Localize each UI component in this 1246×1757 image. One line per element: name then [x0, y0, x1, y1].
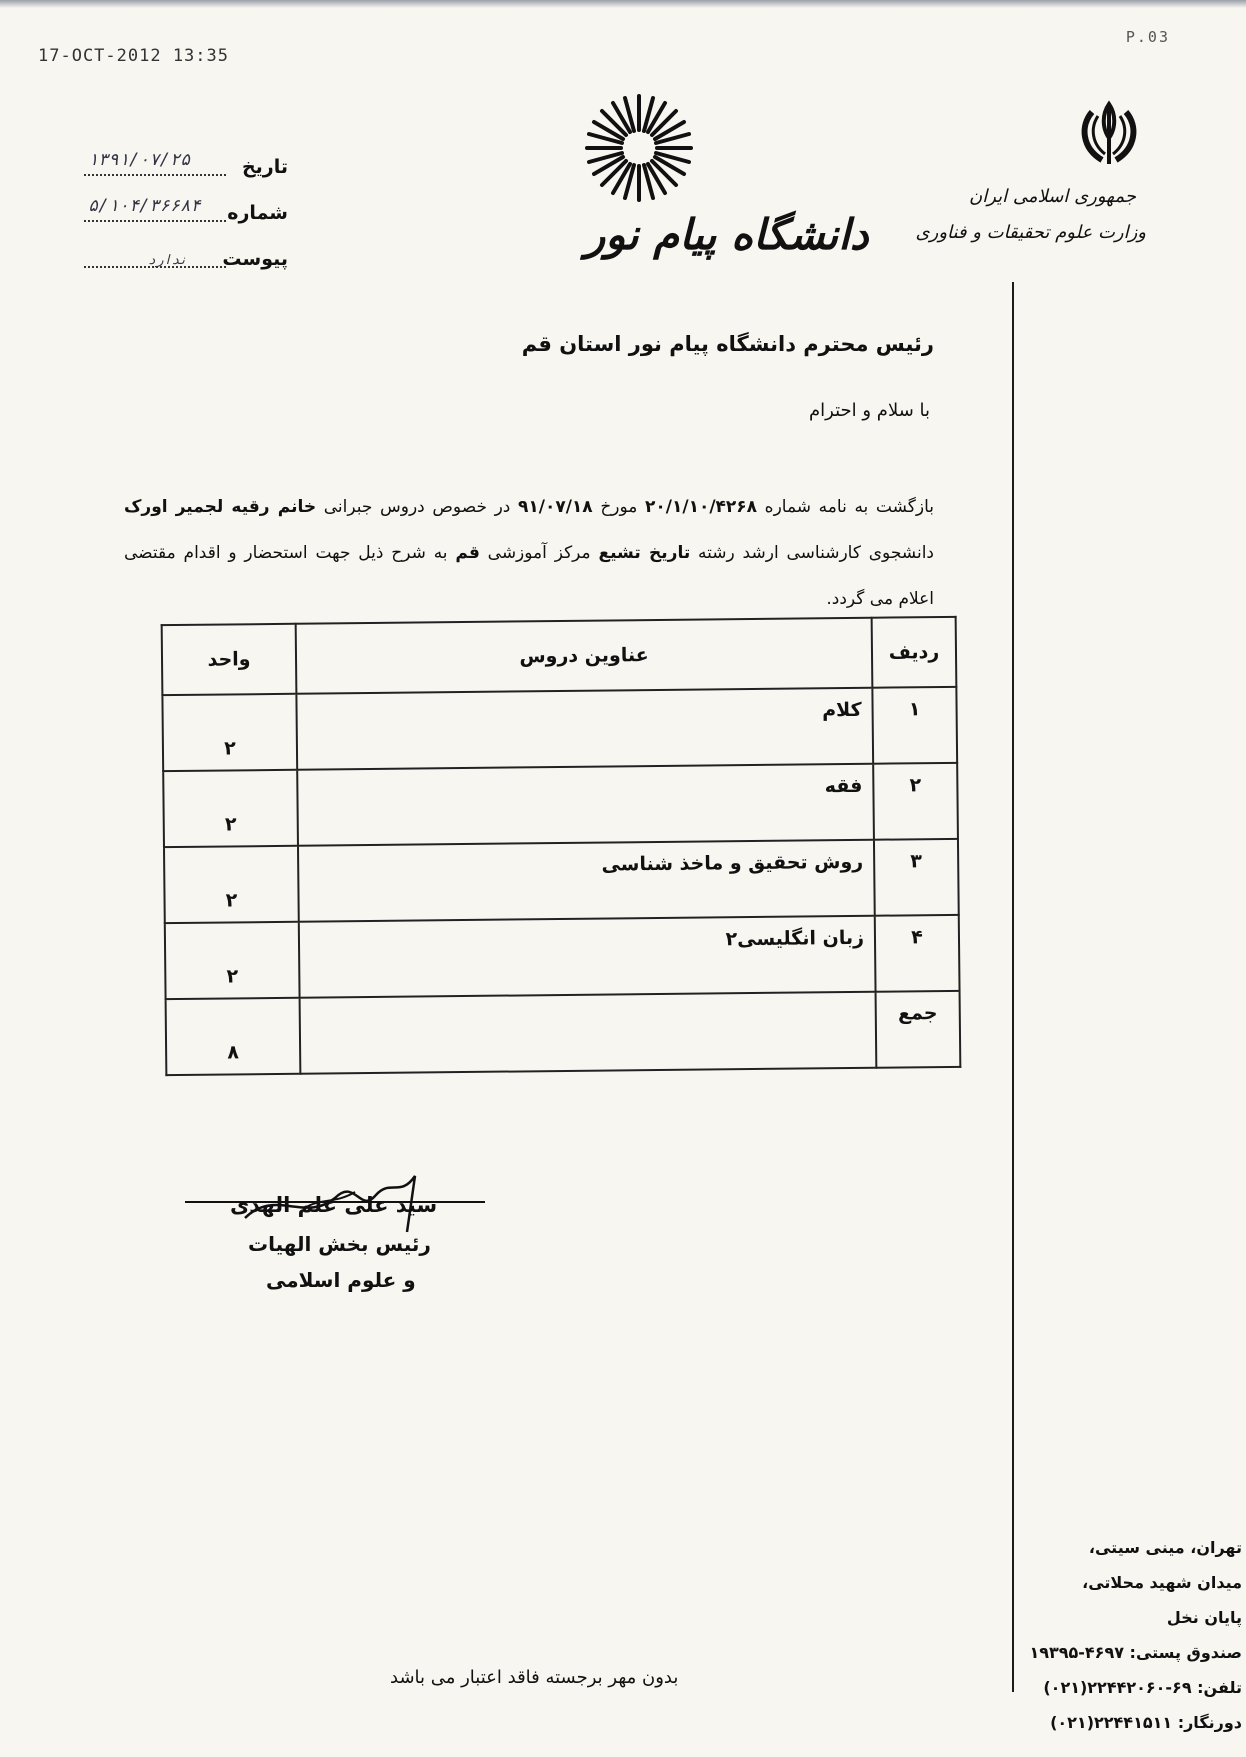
para-student-name: خانم رقیه لجمیر اورک [124, 497, 317, 517]
table-row [164, 839, 959, 923]
meta-attachment-dots [84, 266, 226, 268]
para-text-d: دانشجوی کارشناسی ارشد رشته [690, 543, 934, 563]
header-course-title: عناوین دروس [296, 618, 873, 694]
para-text-b: مورخ [592, 497, 646, 517]
meta-attachment-label: پیوست [222, 248, 288, 270]
para-field: تاریخ تشیع [598, 543, 691, 563]
para-text-f: به شرح ذیل جهت استحضار و اقدام مقتضی اعلام می گردد. [124, 543, 934, 609]
table-row [163, 763, 958, 847]
signatory-name: سید علی علم الهدی [230, 1193, 438, 1217]
total-empty-cell [300, 992, 877, 1074]
signatory-role-line2: و علوم اسلامی [266, 1268, 416, 1292]
fax-page-number: P.03 [1125, 28, 1170, 46]
university-logo-icon [583, 92, 695, 204]
meta-number-dots [84, 220, 226, 222]
meta-date-dots [84, 174, 226, 176]
letter-meta [78, 140, 288, 278]
course-units: ۲ [164, 846, 299, 923]
meta-number-label: شماره [227, 202, 288, 224]
iran-emblem-icon [1072, 98, 1146, 172]
footer-validity-note: بدون مهر برجسته فاقد اعتبار می باشد [390, 1667, 679, 1688]
row-number: ۲ [873, 763, 958, 840]
ministry-name-line1: جمهوری اسلامی ایران [969, 186, 1136, 207]
meta-date-row [78, 140, 288, 186]
para-text-c: در خصوص دروس جبرانی [316, 497, 518, 517]
meta-number-value: ۵/۱۰۴/۳۶۶۸۴ [88, 196, 201, 216]
signatory-role-line1: رئیس بخش الهیات [248, 1232, 431, 1256]
fax-timestamp: 17-OCT-2012 13:35 [38, 46, 229, 66]
total-units: ۸ [166, 998, 301, 1075]
ministry-name-line2: وزارت علوم تحقیقات و فناوری [915, 222, 1146, 243]
course-units: ۲ [162, 694, 297, 771]
para-ref-date: ۹۱/۰۷/۱۸ [518, 497, 593, 517]
header-unit: واحد [162, 624, 297, 695]
address-fax: دورنگار: ۲۲۴۴۱۵۱۱(۰۲۱) [1050, 1713, 1242, 1732]
margin-divider [1012, 282, 1014, 1692]
meta-number-row [78, 186, 288, 232]
table-row [162, 687, 957, 771]
table-header-row [162, 617, 957, 695]
para-ref-number: ۲۰/۱/۱۰/۴۲۶۸ [645, 497, 758, 517]
para-text-a: بازگشت به نامه شماره [757, 497, 934, 517]
meta-date-label: تاریخ [241, 156, 288, 178]
course-table [161, 616, 962, 1076]
course-units: ۲ [163, 770, 298, 847]
meta-attachment-row [78, 232, 288, 278]
course-title: زبان انگلیسی۲ [299, 916, 876, 998]
address-line3: پایان نخل [1166, 1608, 1242, 1627]
course-title: کلام [296, 688, 873, 770]
meta-date-value: ۱۳۹۱/۰۷/۲۵ [88, 150, 191, 170]
table-row [165, 915, 960, 999]
ministry-address [1029, 1530, 1242, 1740]
course-title: فقه [297, 764, 874, 846]
letter-recipient: رئیس محترم دانشگاه پیام نور استان قم [521, 332, 934, 356]
header-row-num: ردیف [872, 617, 957, 688]
address-line2: میدان شهید محلاتی، [1082, 1573, 1242, 1592]
course-title: روش تحقیق و ماخذ شناسی [298, 840, 875, 922]
row-number: ۴ [875, 915, 960, 992]
table-total-row [166, 991, 961, 1075]
para-center: قم [455, 543, 480, 563]
row-number: ۳ [874, 839, 959, 916]
letter-paragraph [124, 484, 934, 622]
address-line1: تهران، مینی سیتی، [1088, 1538, 1242, 1557]
university-name: دانشگاه پیام نور [585, 210, 869, 259]
meta-attachment-note: ندارد [148, 253, 188, 268]
row-number: ۱ [872, 687, 957, 764]
address-phone: تلفن: ۶۹-۲۲۴۴۲۰۶۰(۰۲۱) [1043, 1678, 1242, 1697]
total-label: جمع [876, 991, 961, 1068]
letter-greeting: با سلام و احترام [809, 400, 930, 421]
course-units: ۲ [165, 922, 300, 999]
address-postal: صندوق پستی: ۴۶۹۷-۱۹۳۹۵ [1029, 1643, 1242, 1662]
para-text-e: مرکز آموزشی [479, 543, 599, 563]
